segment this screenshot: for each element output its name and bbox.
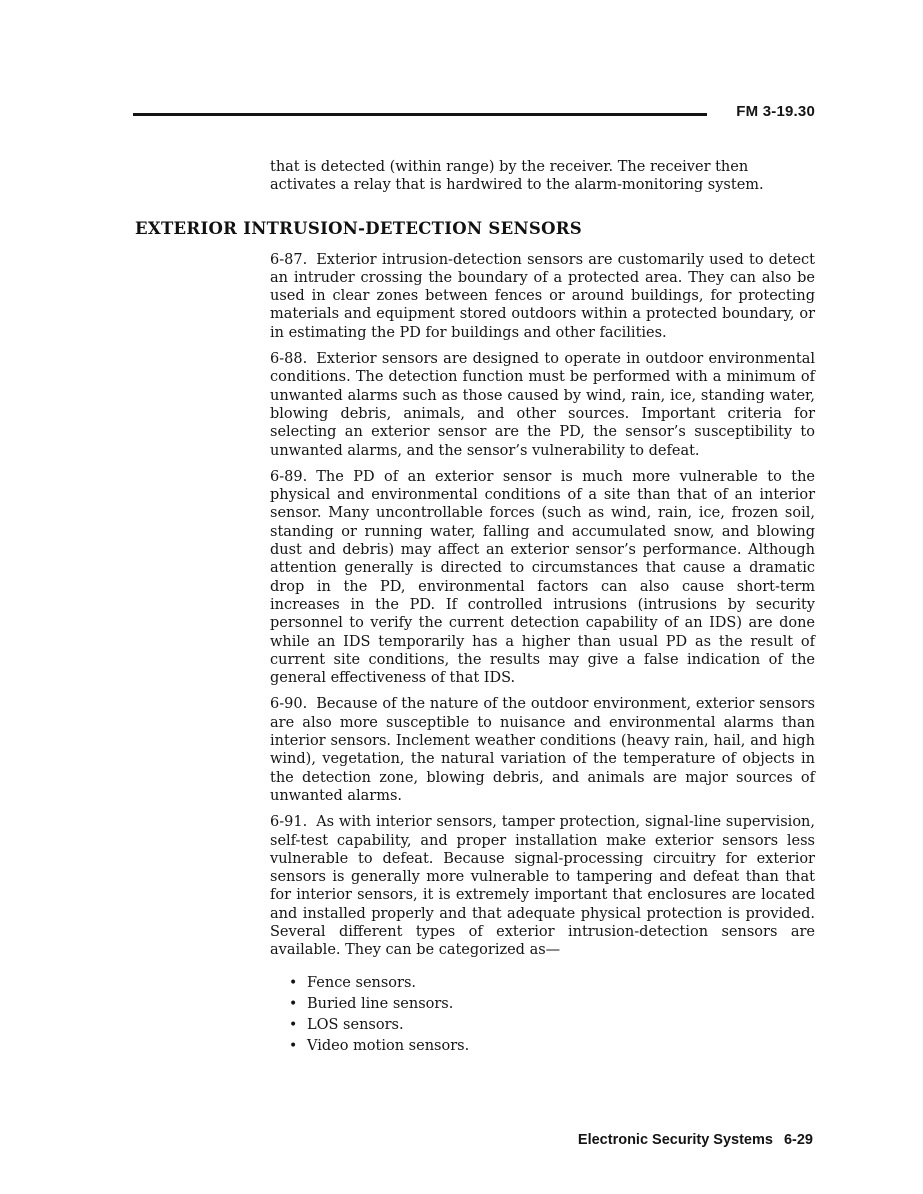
intro-paragraph: that is detected (within range) by the receiver. The receiver then activates a relay that is hardwired to the alarm-monitoring system. xyxy=(270,159,764,194)
paragraph-6-89 xyxy=(270,468,815,688)
list-item-label: Fence sensors. xyxy=(307,974,417,991)
list-item xyxy=(289,1036,923,1057)
bullet-icon: • xyxy=(289,974,298,991)
bullet-icon: • xyxy=(289,1016,298,1033)
paragraph-6-90 xyxy=(270,695,815,805)
section-heading: EXTERIOR INTRUSION-DETECTION SENSORS xyxy=(135,218,582,238)
page-content xyxy=(0,158,923,1057)
list-item xyxy=(289,1015,923,1036)
list-item xyxy=(289,994,923,1015)
paragraph-text: As with interior sensors, tamper protection, signal-line supervision, self-test capability, and proper installation make exterior sensors less vulnerable to defeat. Because signal-processing circuitry for exterior sensors is generally more vulnerable to tampering and defeat than that for interior sensors, it is extremely important that enclosures are located and installed properly and that adequate physical protection is provided. Several different types of exterior intrusion-detection sensors are available. They can be categorized as— xyxy=(270,814,815,959)
paragraph-text: Because of the nature of the outdoor environment, exterior sensors are also more susceptible to nuisance and environmental alarms than interior sensors. Inclement weather conditions (heavy rain, hail, and high wind), vegetation, the natural variation of the temperature of objects in the detection zone, blowing debris, and animals are major sources of unwanted alarms. xyxy=(270,696,815,804)
paragraph-6-87 xyxy=(270,251,815,342)
footer-chapter-title: Electronic Security Systems xyxy=(577,1132,773,1148)
paragraph-6-88 xyxy=(270,350,815,460)
footer-page-number: 6-29 xyxy=(783,1132,813,1148)
bullet-icon: • xyxy=(289,995,298,1012)
paragraph-text: Exterior sensors are designed to operate in outdoor environmental conditions. The detection function must be performed with a minimum of unwanted alarms such as those caused by wind, rain, ice, standing water, blowing debris, animals, and other sources. Important criteria for selecting an exterior sensor are the PD, the sensor’s susceptibility to unwanted alarms, and the sensor’s vulnerability to defeat. xyxy=(270,351,815,459)
bullet-icon: • xyxy=(289,1037,298,1054)
paragraph-number: 6-91. xyxy=(270,814,308,831)
list-item-label: Buried line sensors. xyxy=(307,995,454,1012)
header-doc-id: FM 3-19.30 xyxy=(736,103,815,120)
paragraph-number: 6-89. xyxy=(270,468,308,485)
list-item-label: LOS sensors. xyxy=(307,1016,404,1033)
paragraph-text: Exterior intrusion-detection sensors are customarily used to detect an intruder crossing the boundary of a protected area. They can also be used in clear zones between fences or around buildings, for protecting materials and equipment stored outdoors within a protected boundary, or in estimating the PD for buildings and other facilities. xyxy=(270,251,815,341)
page-footer xyxy=(578,1132,813,1148)
paragraph-number: 6-87. xyxy=(270,251,308,268)
list-item-label: Video motion sensors. xyxy=(307,1037,470,1054)
sensor-category-list xyxy=(0,973,923,1057)
header-rule xyxy=(133,113,707,116)
paragraph-number: 6-90. xyxy=(270,696,308,713)
page-header xyxy=(0,103,923,125)
list-item xyxy=(289,973,923,994)
paragraph-number: 6-88. xyxy=(270,351,308,368)
paragraph-text: The PD of an exterior sensor is much more vulnerable to the physical and environmental conditions of a site than that of an interior sensor. Many uncontrollable forces (such as wind, rain, ice, frozen soil, standing or running water, falling and accumulated snow, and blowing dust and debris) may affect an exterior sensor’s performance. Although attention generally is directed to circumstances that cause a dramatic drop in the PD, environmental factors can also cause short-term increases in the PD. If controlled intrusions (intrusions by security personnel to verify the current detection capability of an IDS) are done while an IDS temporarily has a higher than usual PD as the result of current site conditions, the results may give a false indication of the general effectiveness of that IDS. xyxy=(270,468,815,687)
paragraph-6-91 xyxy=(270,813,815,959)
